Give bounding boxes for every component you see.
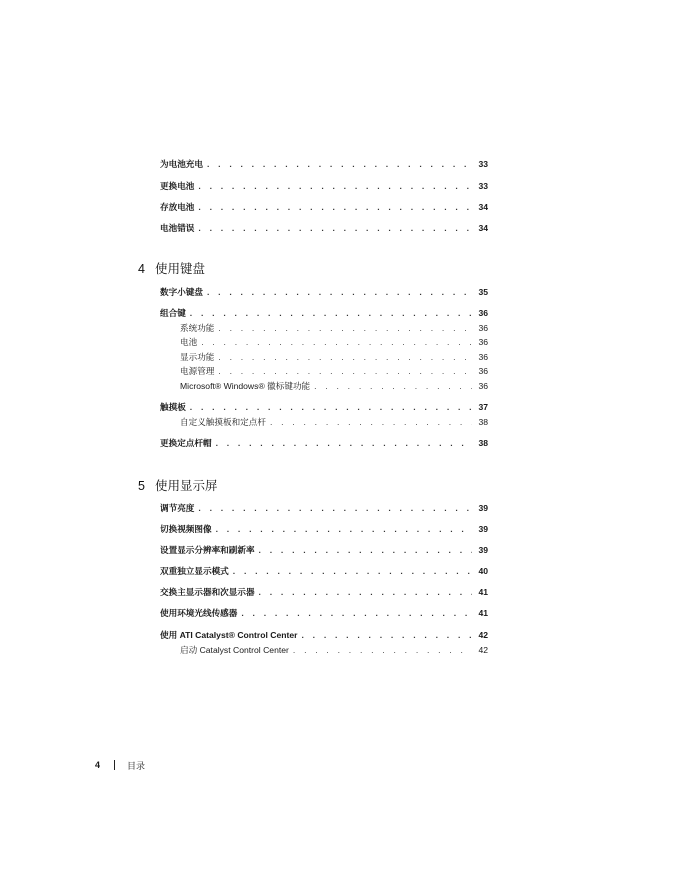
- dot-leader: [216, 522, 472, 536]
- dot-leader: [198, 501, 472, 515]
- chapter-heading[interactable]: [138, 261, 205, 277]
- toc-entry[interactable]: [160, 564, 488, 578]
- dot-leader: [190, 306, 472, 320]
- toc-subentry-label: 电池: [180, 337, 198, 347]
- dot-leader: [233, 564, 472, 578]
- dot-leader: [207, 285, 472, 299]
- toc-page-number: 42: [478, 630, 488, 640]
- dot-leader: [218, 321, 472, 335]
- dot-leader: [216, 436, 472, 450]
- dot-leader: [293, 643, 472, 657]
- toc-page-number: 42: [478, 645, 488, 655]
- toc-subentry-label: 自定义触摸板和定点杆: [180, 417, 266, 427]
- toc-page-number: 36: [478, 352, 488, 362]
- toc-page-number: 38: [478, 417, 488, 427]
- toc-page-number: 33: [478, 181, 488, 191]
- toc-entry-label: 双重独立显示模式: [160, 566, 229, 576]
- toc-entry[interactable]: [160, 606, 488, 620]
- toc-subentry[interactable]: [180, 643, 488, 657]
- toc-entry[interactable]: [160, 285, 488, 299]
- chapter-number: 4: [138, 262, 145, 276]
- page-footer: [95, 758, 145, 772]
- dot-leader: [198, 179, 472, 193]
- toc-subentry[interactable]: [180, 364, 488, 378]
- toc-entry[interactable]: [160, 306, 488, 320]
- toc-page-number: 39: [478, 524, 488, 534]
- footer-divider: [114, 760, 115, 770]
- toc-page-number: 36: [478, 366, 488, 376]
- dot-leader: [259, 543, 472, 557]
- toc-page-number: 39: [478, 545, 488, 555]
- toc-entry-label: 数字小键盘: [160, 287, 203, 297]
- toc-page-number: 40: [478, 566, 488, 576]
- toc-entry[interactable]: [160, 436, 488, 450]
- dot-leader: [241, 606, 472, 620]
- toc-page-number: 36: [478, 381, 488, 391]
- toc-entry-label: 交换主显示器和次显示器: [160, 587, 255, 597]
- toc-entry[interactable]: [160, 221, 488, 235]
- dot-leader: [314, 379, 472, 393]
- chapter-number: 5: [138, 479, 145, 493]
- toc-subentry[interactable]: [180, 379, 488, 393]
- toc-entry-label: 更换电池: [160, 181, 195, 191]
- toc-subentry-label: 电源管理: [180, 366, 215, 376]
- toc-entry-label: 存放电池: [160, 202, 195, 212]
- toc-entry[interactable]: [160, 522, 488, 536]
- toc-page-number: 36: [478, 308, 488, 318]
- toc-entry-label: 更换定点杆帽: [160, 438, 212, 448]
- toc-page-number: 34: [478, 202, 488, 212]
- toc-page-number: 35: [478, 287, 488, 297]
- dot-leader: [270, 415, 472, 429]
- toc-page-number: 37: [478, 402, 488, 412]
- dot-leader: [198, 200, 472, 214]
- footer-label: 目录: [127, 760, 146, 771]
- footer-page-number: 4: [95, 760, 101, 770]
- dot-leader: [218, 350, 472, 364]
- toc-entry[interactable]: [160, 543, 488, 557]
- toc-entry-label: 组合键: [160, 308, 186, 318]
- toc-entry-label: 切换视频图像: [160, 524, 212, 534]
- toc-entry[interactable]: [160, 200, 488, 214]
- toc-subentry-label: 启动 Catalyst Control Center: [180, 645, 289, 655]
- toc-page-number: 39: [478, 503, 488, 513]
- toc-subentry-label: 显示功能: [180, 352, 215, 362]
- toc-page-number: 36: [478, 323, 488, 333]
- toc-entry[interactable]: [160, 585, 488, 599]
- toc-entry-label: 为电池充电: [160, 159, 203, 169]
- toc-page-number: 36: [478, 337, 488, 347]
- toc-subentry[interactable]: [180, 415, 488, 429]
- toc-subentry[interactable]: [180, 350, 488, 364]
- dot-leader: [201, 335, 472, 349]
- toc-page-number: 38: [478, 438, 488, 448]
- toc-entry-label: 使用环境光线传感器: [160, 608, 238, 618]
- toc-page-number: 33: [478, 159, 488, 169]
- dot-leader: [259, 585, 472, 599]
- toc-entry-label: 触摸板: [160, 402, 186, 412]
- toc-entry[interactable]: [160, 179, 488, 193]
- toc-subentry[interactable]: [180, 321, 488, 335]
- toc-entry-label: 电池错误: [160, 223, 195, 233]
- dot-leader: [301, 628, 472, 642]
- toc-subentry-label: Microsoft® Windows® 徽标键功能: [180, 381, 311, 391]
- toc-entry-label: 使用 ATI Catalyst® Control Center: [160, 630, 298, 640]
- toc-entry[interactable]: [160, 157, 488, 171]
- chapter-heading[interactable]: [138, 478, 217, 494]
- dot-leader: [198, 221, 472, 235]
- toc-entry[interactable]: [160, 400, 488, 414]
- toc-entry-label: 调节亮度: [160, 503, 195, 513]
- toc-page-number: 34: [478, 223, 488, 233]
- chapter-title: 使用键盘: [154, 262, 205, 276]
- dot-leader: [190, 400, 472, 414]
- dot-leader: [218, 364, 472, 378]
- toc-entry-label: 设置显示分辨率和刷新率: [160, 545, 255, 555]
- toc-subentry[interactable]: [180, 335, 488, 349]
- chapter-title: 使用显示屏: [154, 479, 218, 493]
- dot-leader: [207, 157, 472, 171]
- toc-subentry-label: 系统功能: [180, 323, 215, 333]
- toc-page-number: 41: [478, 587, 488, 597]
- toc-entry[interactable]: [160, 501, 488, 515]
- toc-page-number: 41: [478, 608, 488, 618]
- toc-entry[interactable]: [160, 628, 488, 642]
